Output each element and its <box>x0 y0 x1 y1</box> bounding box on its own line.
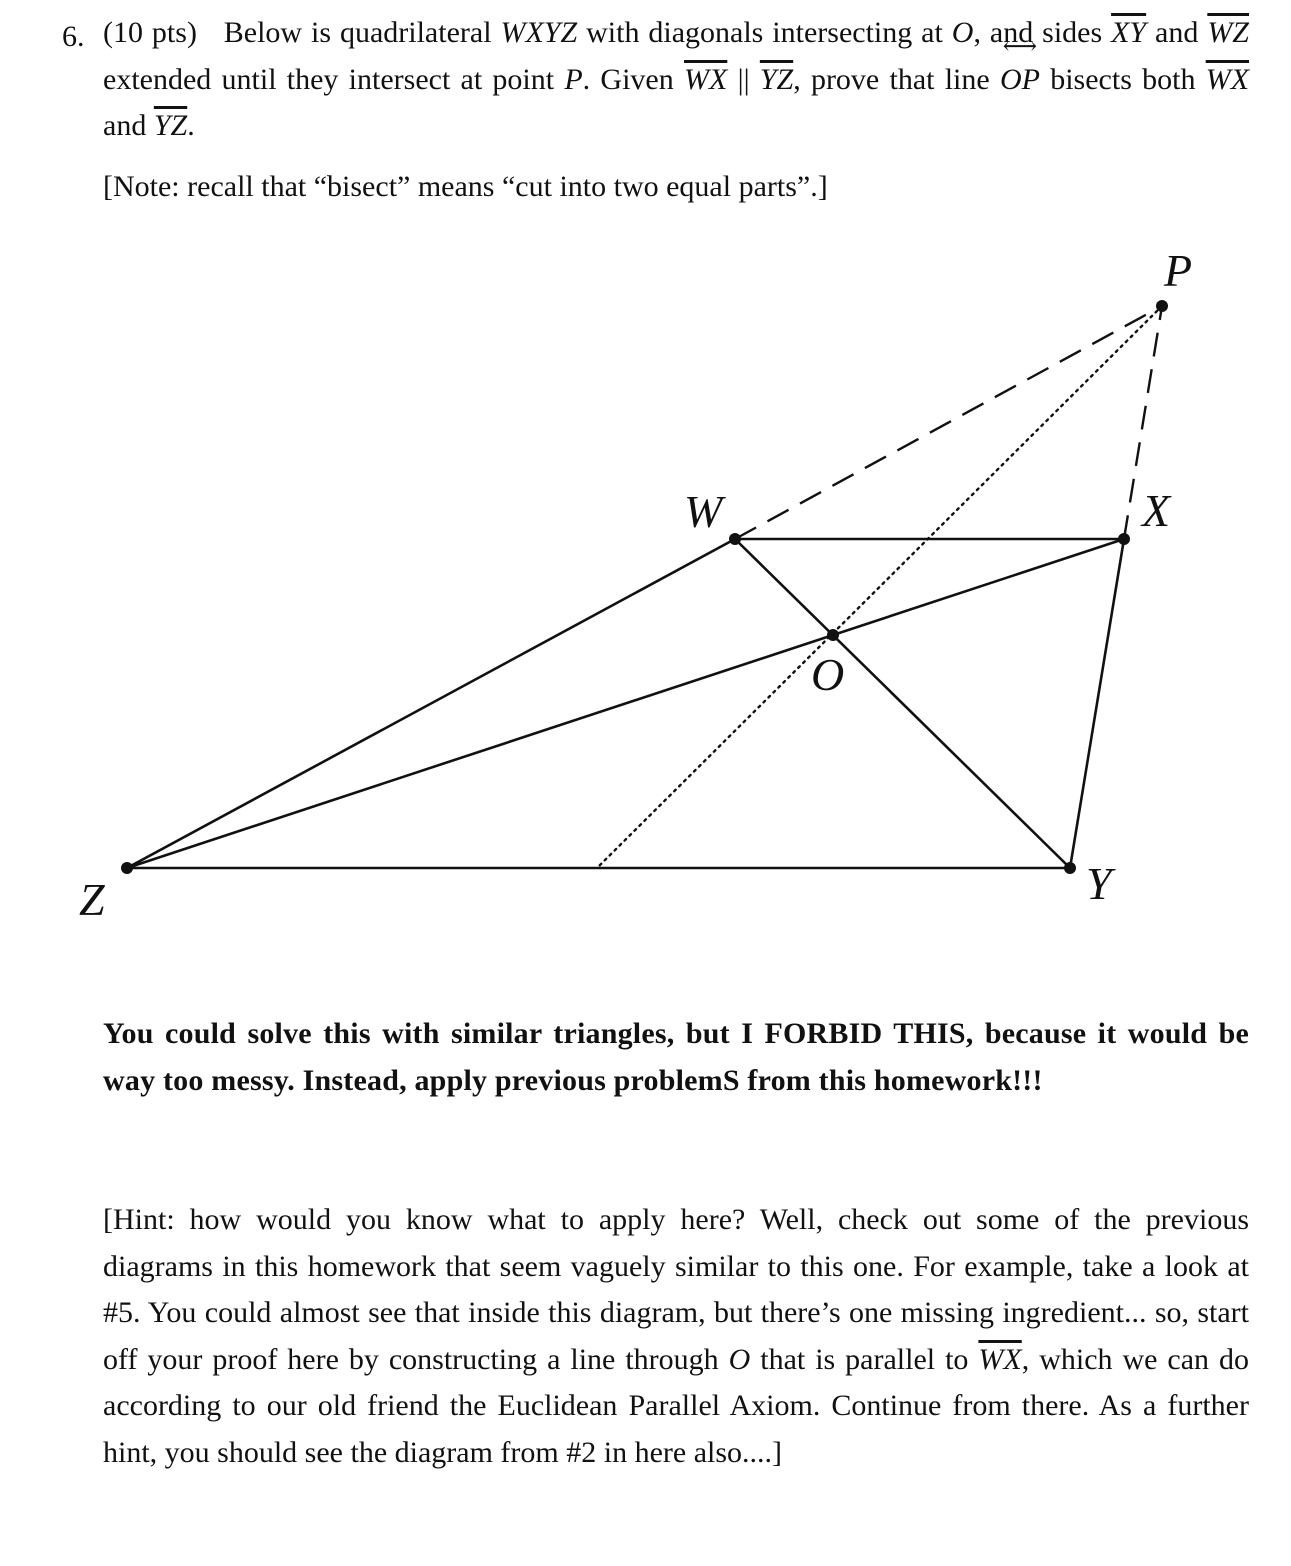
note: [Note: recall that “bisect” means “cut into two equal parts”.] <box>103 170 828 203</box>
statement-text: . <box>187 109 195 142</box>
point-o: O <box>951 16 974 49</box>
line-op: ⟷ OP <box>1000 57 1040 104</box>
problem-number: 6. <box>62 20 85 53</box>
statement-text: . Given <box>582 62 674 96</box>
statement-text: with diagonals intersecting at <box>586 16 943 49</box>
label-y: Y <box>1086 858 1112 909</box>
side-zw <box>127 539 735 868</box>
statement-text: , prove that line <box>793 62 990 96</box>
statement-text: and <box>1155 16 1199 49</box>
point-p: P <box>564 62 583 96</box>
segment-wx-2: $\overline{WX}$ <box>1205 62 1250 96</box>
vertex-o <box>827 629 839 641</box>
vertex-z <box>121 862 133 874</box>
vertex-x <box>1118 533 1130 545</box>
points: (10 pts) <box>103 16 197 49</box>
statement-text: bisects both <box>1050 62 1196 96</box>
statement-text: , and sides <box>973 16 1103 49</box>
extension-wp <box>735 306 1162 539</box>
parallel-symbol: || <box>737 62 750 96</box>
label-w: W <box>684 486 723 537</box>
hint-text <box>103 1197 1249 1476</box>
diagonal-xz <box>127 539 1124 868</box>
label-o: O <box>811 649 845 700</box>
label-x: X <box>1142 485 1171 536</box>
hint-part: [Hint: how would you know what to apply here? Well, check out some of the previous diagrams in this homework that seem vaguely similar to this one. For example, take a look at #5. You could almost see that inside this diagram, but there’s one missing ingredient... so, start off your proof here by constructing a line through <box>103 1203 1249 1376</box>
vertex-p <box>1156 300 1168 312</box>
segment-wx: $\overline{WX}$ <box>683 62 728 96</box>
vertex-y <box>1064 862 1076 874</box>
label-z: Z <box>79 874 105 925</box>
statement-text: Below is quadrilateral <box>223 16 492 49</box>
vertex-w <box>729 533 741 545</box>
line-op-dotted <box>597 306 1162 868</box>
segment-wz: $\overline{WZ}$ <box>1207 16 1249 49</box>
segment-yz: $\overline{YZ}$ <box>759 62 794 96</box>
side-xy <box>1070 539 1124 868</box>
statement-text: and <box>103 109 147 142</box>
segment-yz-2: $\overline{YZ}$ <box>153 109 188 142</box>
segment-xy: $\overline{XY}$ <box>1111 16 1147 49</box>
quad-name: WXYZ <box>500 16 578 49</box>
problem-statement <box>103 10 1249 150</box>
warning-text: You could solve this with similar triangles, but I FORBID THIS, because it would be way too messy. Instead, apply previous problemS from this homework!!! <box>103 1017 1249 1097</box>
statement-text: extended until they intersect at point <box>103 62 555 96</box>
point-o: O <box>728 1342 751 1376</box>
geometry-diagram <box>0 230 1291 950</box>
diagonal-wy <box>735 539 1070 868</box>
hint-part: , which we can do according to our old friend the Euclidean Parallel Axiom. Continue from there. As a further hint, you should see the diagram from #2 in here also....] <box>103 1342 1250 1469</box>
label-p: P <box>1164 245 1193 296</box>
segment-wx: $\overline{WX}$ <box>978 1342 1022 1376</box>
hint-part: that is parallel to <box>760 1342 969 1376</box>
